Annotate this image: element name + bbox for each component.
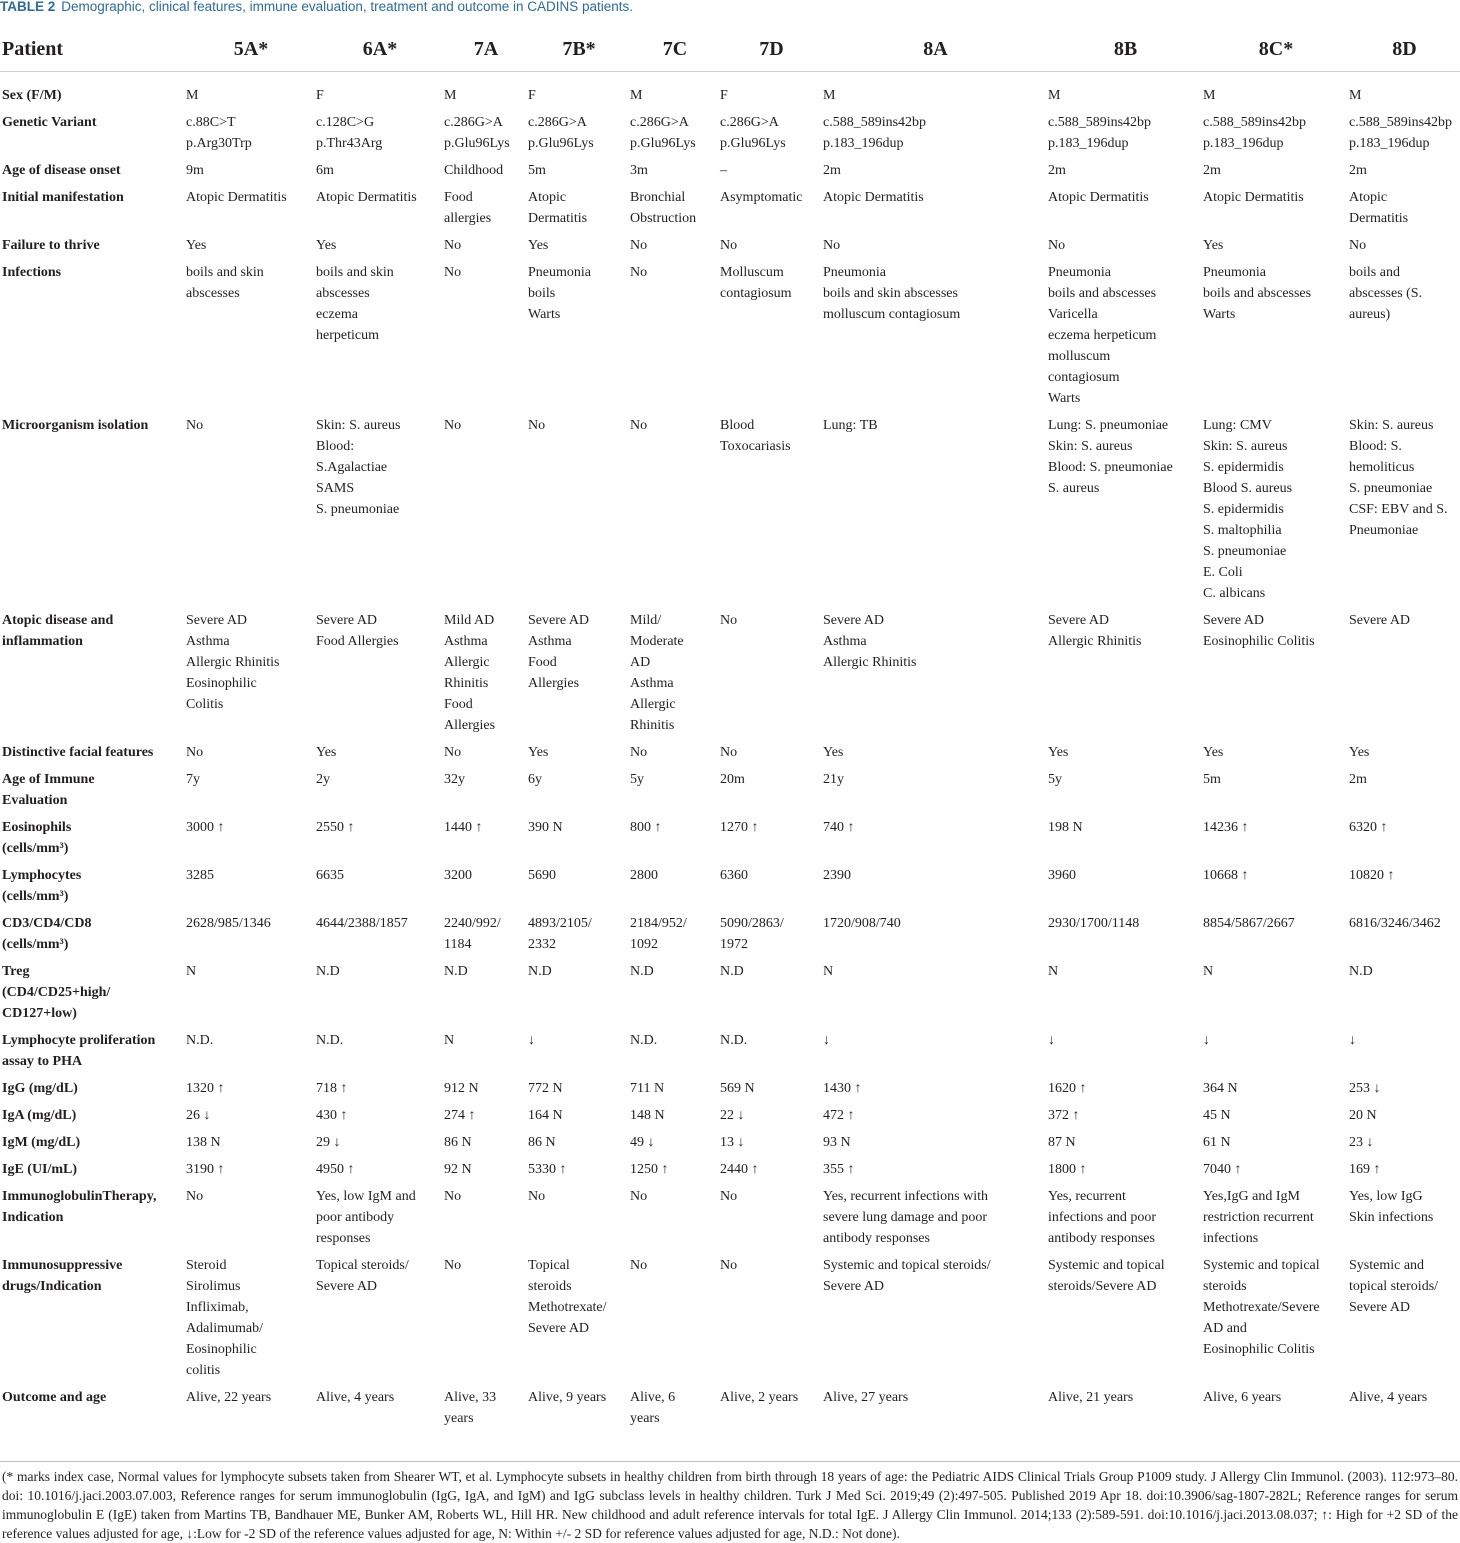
table-cell: No bbox=[186, 1189, 204, 1204]
table-cell: 3m bbox=[630, 163, 648, 178]
table-cell: 740 ↑ bbox=[823, 820, 855, 835]
table-cell: Severe AD Asthma Food Allergies bbox=[528, 613, 590, 691]
table-row bbox=[0, 186, 1460, 234]
row-label: Initial manifestation bbox=[2, 190, 124, 205]
table-cell: Alive, 6 years bbox=[1203, 1390, 1282, 1405]
table-cell: 472 ↑ bbox=[823, 1108, 855, 1123]
table-cell: 169 ↑ bbox=[1349, 1162, 1381, 1177]
table-cell: 390 N bbox=[528, 820, 563, 835]
table-cell: N bbox=[444, 1033, 455, 1048]
table-cell: N.D. bbox=[720, 1033, 748, 1048]
table-cell: F bbox=[720, 88, 728, 103]
row-label: Atopic disease and inflammation bbox=[2, 613, 114, 649]
table-cell: N bbox=[186, 964, 197, 979]
table-cell: 800 ↑ bbox=[630, 820, 662, 835]
table-cell: Bronchial Obstruction bbox=[630, 190, 697, 226]
table-cell: Alive, 27 years bbox=[823, 1390, 909, 1405]
table-cell: Alive, 9 years bbox=[528, 1390, 607, 1405]
table-cell: N.D bbox=[720, 964, 744, 979]
table-cell: Skin: S. aureus Blood: S. hemoliticus S. pneumoniae CSF: EBV and S. Pneumoniae bbox=[1349, 418, 1448, 538]
table-cell: Molluscum contagiosum bbox=[720, 265, 792, 301]
table-cell: 138 N bbox=[186, 1135, 221, 1150]
table-cell: F bbox=[316, 88, 324, 103]
table-cell: Lung: S. pneumoniae Skin: S. aureus Blood: S. pneumoniae S. aureus bbox=[1048, 418, 1173, 496]
table-cell: Alive, 33 years bbox=[444, 1390, 497, 1426]
table-cell: 2184/952/ 1092 bbox=[630, 916, 687, 952]
table-cell: boils and skin abscesses eczema herpeticum bbox=[316, 265, 394, 343]
table-cell: 364 N bbox=[1203, 1081, 1238, 1096]
table-cell: M bbox=[444, 88, 457, 103]
table-cell: Pneumonia boils and abscesses Warts bbox=[1203, 265, 1312, 322]
table-cell: Mild/ Moderate AD Asthma Allergic Rhinitis bbox=[630, 613, 684, 733]
table-cell: N.D. bbox=[316, 1033, 344, 1048]
table-cell: Pneumonia boils and abscesses Varicella eczema herpeticum molluscum contagiosum Warts bbox=[1048, 265, 1157, 406]
table-cell: No bbox=[1349, 238, 1367, 253]
table-cell: Yes bbox=[528, 238, 549, 253]
table-cell: Atopic Dermatitis bbox=[528, 190, 588, 226]
table-cell: 6635 bbox=[316, 868, 344, 883]
table-cell: 5m bbox=[528, 163, 546, 178]
table-cell: 718 ↑ bbox=[316, 1081, 348, 1096]
table-cell: 9m bbox=[186, 163, 204, 178]
table-cell: 13 ↓ bbox=[720, 1135, 745, 1150]
table-cell: 1620 ↑ bbox=[1048, 1081, 1087, 1096]
table-cell: 1250 ↑ bbox=[630, 1162, 669, 1177]
table-cell: ↓ bbox=[1203, 1033, 1210, 1048]
table-cell: 772 N bbox=[528, 1081, 563, 1096]
table-cell: F bbox=[528, 88, 536, 103]
table-cell: Pneumonia boils and skin abscesses molluscum contagiosum bbox=[823, 265, 961, 322]
table-cell: Alive, 6 years bbox=[630, 1390, 676, 1426]
table-cell: Pneumonia boils Warts bbox=[528, 265, 591, 322]
table-body bbox=[0, 72, 1460, 1435]
table-cell: 7040 ↑ bbox=[1203, 1162, 1242, 1177]
table-cell: 1800 ↑ bbox=[1048, 1162, 1087, 1177]
table-row bbox=[0, 609, 1460, 741]
table-cell: 2440 ↑ bbox=[720, 1162, 759, 1177]
table-row bbox=[0, 912, 1460, 960]
table-cell: 711 N bbox=[630, 1081, 665, 1096]
table-cell: 92 N bbox=[444, 1162, 472, 1177]
table-row bbox=[0, 864, 1460, 912]
table-row bbox=[0, 159, 1460, 186]
table-cell: Lung: CMV Skin: S. aureus S. epidermidis Blood S. aureus S. epidermidis S. maltophilia S. pneumoniae E. Coli C. albicans bbox=[1203, 418, 1293, 601]
table-cell: Yes,IgG and IgM restriction recurrent infections bbox=[1203, 1189, 1314, 1246]
table-cell: Yes bbox=[528, 745, 549, 760]
table-cell: ↓ bbox=[528, 1033, 535, 1048]
table-cell: 164 N bbox=[528, 1108, 563, 1123]
clinical-table bbox=[0, 27, 1460, 1434]
table-cell: Severe AD Asthma Allergic Rhinitis Eosinophilic Colitis bbox=[186, 613, 280, 712]
row-label: Distinctive facial features bbox=[2, 745, 154, 760]
table-cell: Yes bbox=[1203, 238, 1224, 253]
table-cell: Yes bbox=[1349, 745, 1370, 760]
table-cell: 148 N bbox=[630, 1108, 665, 1123]
table-cell: c.588_589ins42bp p.183_196dup bbox=[1203, 115, 1307, 151]
row-label: Genetic Variant bbox=[2, 115, 97, 130]
header-cell: 8B bbox=[1048, 27, 1203, 72]
table-cell: 2800 bbox=[630, 868, 658, 883]
table-cell: No bbox=[720, 1189, 738, 1204]
table-cell: 2m bbox=[1203, 163, 1221, 178]
table-cell: 430 ↑ bbox=[316, 1108, 348, 1123]
table-cell: No bbox=[630, 418, 648, 433]
table-cell: Atopic Dermatitis bbox=[1048, 190, 1149, 205]
table-cell: 86 N bbox=[444, 1135, 472, 1150]
row-label: Microorganism isolation bbox=[2, 418, 149, 433]
table-cell: Alive, 21 years bbox=[1048, 1390, 1134, 1405]
table-cell: No bbox=[528, 1189, 546, 1204]
table-cell: 86 N bbox=[528, 1135, 556, 1150]
table-cell: 355 ↑ bbox=[823, 1162, 855, 1177]
table-cell: 2m bbox=[823, 163, 841, 178]
table-cell: N bbox=[823, 964, 834, 979]
table-row bbox=[0, 1185, 1460, 1254]
header-cell: 8A bbox=[823, 27, 1048, 72]
table-cell: 20 N bbox=[1349, 1108, 1377, 1123]
table-cell: Severe AD Eosinophilic Colitis bbox=[1203, 613, 1315, 649]
table-cell: No bbox=[630, 745, 648, 760]
table-cell: No bbox=[444, 745, 462, 760]
table-cell: c.128C>G p.Thr43Arg bbox=[316, 115, 383, 151]
table-cell: 3960 bbox=[1048, 868, 1076, 883]
table-row bbox=[0, 768, 1460, 816]
table-cell: 2930/1700/1148 bbox=[1048, 916, 1140, 931]
table-cell: 4644/2388/1857 bbox=[316, 916, 408, 931]
table-cell: Yes bbox=[316, 745, 337, 760]
table-cell: Topical steroids Methotrexate/ Severe AD bbox=[528, 1258, 607, 1336]
table-label: TABLE 2 bbox=[0, 0, 56, 14]
table-cell: No bbox=[444, 238, 462, 253]
table-cell: 2m bbox=[1048, 163, 1066, 178]
table-cell: Systemic and topical steroids/ Severe AD bbox=[823, 1258, 991, 1294]
table-cell: 10820 ↑ bbox=[1349, 868, 1395, 883]
table-cell: 87 N bbox=[1048, 1135, 1076, 1150]
table-cell: Alive, 4 years bbox=[1349, 1390, 1428, 1405]
table-cell: Alive, 4 years bbox=[316, 1390, 395, 1405]
table-cell: 2390 bbox=[823, 868, 851, 883]
table-cell: Atopic Dermatitis bbox=[1203, 190, 1304, 205]
header-cell: 8C* bbox=[1203, 27, 1349, 72]
table-cell: No bbox=[186, 418, 204, 433]
table-cell: No bbox=[720, 238, 738, 253]
table-cell: 569 N bbox=[720, 1081, 755, 1096]
table-cell: 274 ↑ bbox=[444, 1108, 476, 1123]
table-row bbox=[0, 261, 1460, 414]
table-cell: ↓ bbox=[823, 1033, 830, 1048]
table-cell: c.588_589ins42bp p.183_196dup bbox=[1349, 115, 1453, 151]
footnote-divider bbox=[0, 1461, 1460, 1462]
table-cell: 1320 ↑ bbox=[186, 1081, 225, 1096]
table-cell: 372 ↑ bbox=[1048, 1108, 1080, 1123]
table-cell: boils and abscesses (S. aureus) bbox=[1349, 265, 1423, 322]
row-label: Age of Immune Evaluation bbox=[2, 772, 95, 808]
table-cell: N.D bbox=[1349, 964, 1373, 979]
header-row bbox=[0, 27, 1460, 72]
table-cell: 1430 ↑ bbox=[823, 1081, 862, 1096]
row-label: IgA (mg/dL) bbox=[2, 1108, 77, 1123]
table-cell: 5y bbox=[630, 772, 644, 787]
table-row bbox=[0, 1254, 1460, 1386]
table-row bbox=[0, 1104, 1460, 1131]
table-caption bbox=[0, 0, 1460, 14]
table-cell: 912 N bbox=[444, 1081, 479, 1096]
row-label: Failure to thrive bbox=[2, 238, 100, 253]
table-cell: c.286G>A p.Glu96Lys bbox=[630, 115, 696, 151]
table-cell: No bbox=[444, 418, 462, 433]
header-cell: 7A bbox=[444, 27, 528, 72]
table-cell: 22 ↓ bbox=[720, 1108, 745, 1123]
row-label: Lymphocytes (cells/mm³) bbox=[2, 868, 82, 904]
table-cell: 2240/992/ 1184 bbox=[444, 916, 501, 952]
table-cell: 198 N bbox=[1048, 820, 1083, 835]
table-cell: 6y bbox=[528, 772, 542, 787]
table-cell: Topical steroids/ Severe AD bbox=[316, 1258, 409, 1294]
table-cell: Yes bbox=[1048, 745, 1069, 760]
table-cell: 6320 ↑ bbox=[1349, 820, 1388, 835]
table-row bbox=[0, 234, 1460, 261]
table-cell: 3200 bbox=[444, 868, 472, 883]
table-row bbox=[0, 1029, 1460, 1077]
table-cell: 5330 ↑ bbox=[528, 1162, 567, 1177]
table-cell: 3190 ↑ bbox=[186, 1162, 225, 1177]
table-cell: No bbox=[1048, 238, 1066, 253]
table-cell: M bbox=[1203, 88, 1216, 103]
row-label: ImmunoglobulinTherapy, Indication bbox=[2, 1189, 157, 1225]
table-cell: Atopic Dermatitis bbox=[1349, 190, 1409, 226]
table-cell: Atopic Dermatitis bbox=[316, 190, 417, 205]
row-label: Eosinophils (cells/mm³) bbox=[2, 820, 72, 856]
table-cell: 10668 ↑ bbox=[1203, 868, 1249, 883]
table-row bbox=[0, 741, 1460, 768]
table-cell: 4893/2105/ 2332 bbox=[528, 916, 592, 952]
table-cell: No bbox=[720, 1258, 738, 1273]
row-label: Lymphocyte proliferation assay to PHA bbox=[2, 1033, 156, 1069]
row-label: Age of disease onset bbox=[2, 163, 121, 178]
table-cell: M bbox=[1048, 88, 1061, 103]
table-cell: 20m bbox=[720, 772, 745, 787]
table-cell: c.286G>A p.Glu96Lys bbox=[720, 115, 786, 151]
row-label: IgE (UI/mL) bbox=[2, 1162, 78, 1177]
table-cell: 45 N bbox=[1203, 1108, 1231, 1123]
table-cell: N bbox=[1048, 964, 1059, 979]
table-row bbox=[0, 72, 1460, 112]
table-cell: No bbox=[444, 265, 462, 280]
table-cell: Yes, recurrent infections and poor antibody responses bbox=[1048, 1189, 1157, 1246]
table-cell: 2y bbox=[316, 772, 330, 787]
table-cell: No bbox=[630, 265, 648, 280]
table-cell: Food allergies bbox=[444, 190, 492, 226]
table-cell: c.88C>T p.Arg30Trp bbox=[186, 115, 252, 151]
table-cell: Yes bbox=[316, 238, 337, 253]
table-cell: Alive, 22 years bbox=[186, 1390, 272, 1405]
table-cell: 253 ↓ bbox=[1349, 1081, 1381, 1096]
table-cell: No bbox=[444, 1258, 462, 1273]
table-cell: Severe AD bbox=[1349, 613, 1411, 628]
table-cell: Systemic and topical steroids/Severe AD bbox=[1048, 1258, 1165, 1294]
header-cell: 6A* bbox=[316, 27, 444, 72]
table-row bbox=[0, 1386, 1460, 1434]
table-cell: M bbox=[630, 88, 643, 103]
table-cell: Yes bbox=[823, 745, 844, 760]
table-cell: Steroid Sirolimus Infliximab, Adalimumab/ Eosinophilic colitis bbox=[186, 1258, 263, 1378]
row-label: Sex (F/M) bbox=[2, 88, 62, 103]
table-cell: Yes, low IgG Skin infections bbox=[1349, 1189, 1434, 1225]
table-cell: N.D bbox=[528, 964, 552, 979]
row-label: Infections bbox=[2, 265, 62, 280]
table-cell: 2m bbox=[1349, 772, 1367, 787]
table-cell: No bbox=[528, 418, 546, 433]
table-cell: Severe AD Food Allergies bbox=[316, 613, 399, 649]
table-cell: M bbox=[1349, 88, 1362, 103]
header-cell: 7D bbox=[720, 27, 823, 72]
table-cell: c.588_589ins42bp p.183_196dup bbox=[1048, 115, 1152, 151]
table-cell: No bbox=[630, 1258, 648, 1273]
table-cell: 49 ↓ bbox=[630, 1135, 655, 1150]
table-cell: Systemic and topical steroids Methotrexate/Severe AD and Eosinophilic Colitis bbox=[1203, 1258, 1320, 1357]
table-cell: 5m bbox=[1203, 772, 1221, 787]
table-row bbox=[0, 1158, 1460, 1185]
table-cell: boils and skin abscesses bbox=[186, 265, 264, 301]
header-cell: 8D bbox=[1349, 27, 1460, 72]
table-cell: 26 ↓ bbox=[186, 1108, 211, 1123]
table-cell: Severe AD Asthma Allergic Rhinitis bbox=[823, 613, 917, 670]
header-cell: 5A* bbox=[186, 27, 316, 72]
table-cell: Skin: S. aureus Blood: S.Agalactiae SAMS S. pneumoniae bbox=[316, 418, 401, 517]
table-cell: 6816/3246/3462 bbox=[1349, 916, 1441, 931]
row-label: Treg (CD4/CD25+high/ CD127+low) bbox=[2, 964, 111, 1021]
table-cell: No bbox=[823, 238, 841, 253]
table-cell: N.D. bbox=[186, 1033, 214, 1048]
table-cell: 3285 bbox=[186, 868, 214, 883]
row-label: CD3/CD4/CD8 (cells/mm³) bbox=[2, 916, 92, 952]
table-footnote: (* marks index case, Normal values for lymphocyte subsets taken from Shearer WT, et al. Lymphocyte subsets in healthy children from birth through 18 years of age: the Pediatric AIDS Clinical Trials Group P1009 study. J Allergy Clin Immunol. (2003). 112:973–80. doi: 10.1016/j.jaci.2003.07.003, Reference ranges for serum immunoglobulin (IgG, IgA, and IgM) and IgG subclass levels in healthy children. Turk J Med Sci. 2019;49 (2):497-505. Published 2019 Apr 18. doi:10.3906/sag-1807-282L; Reference ranges for serum immunoglobulin E (IgE) taken from Martins TB, Bandhauer ME, Bunker AM, Roberts WL, Hill HR. New childhood and adult reference intervals for total IgE. J Allergy Clin Immunol. 2014;133 (2):589-591. doi:10.1016/j.jaci.2013.08.037; ↑: High for +2 SD of the reference values adjusted for age, ↓:Low for -2 SD of the reference values adjusted for age, N: Within +/- 2 SD for reference values adjusted for age, N.D.: Not done). bbox=[2, 1469, 1458, 1541]
table-cell: 29 ↓ bbox=[316, 1135, 341, 1150]
table-cell: M bbox=[186, 88, 199, 103]
table-cell: 2m bbox=[1349, 163, 1367, 178]
table-cell: 1270 ↑ bbox=[720, 820, 759, 835]
table-cell: – bbox=[720, 163, 727, 178]
table-cell: Atopic Dermatitis bbox=[823, 190, 924, 205]
table-cell: Yes, low IgM and poor antibody responses bbox=[316, 1189, 416, 1246]
table-cell: N.D bbox=[444, 964, 468, 979]
table-cell: 21y bbox=[823, 772, 844, 787]
table-cell: Yes bbox=[186, 238, 207, 253]
table-cell: 5090/2863/ 1972 bbox=[720, 916, 784, 952]
table-row bbox=[0, 414, 1460, 609]
table-cell: Mild AD Asthma Allergic Rhinitis Food Allergies bbox=[444, 613, 496, 733]
table-cell: Lung: TB bbox=[823, 418, 878, 433]
table-row bbox=[0, 1077, 1460, 1104]
table-cell: Yes bbox=[1203, 745, 1224, 760]
table-cell: ↓ bbox=[1349, 1033, 1356, 1048]
table-cell: 5y bbox=[1048, 772, 1062, 787]
table-cell: 2550 ↑ bbox=[316, 820, 355, 835]
table-row bbox=[0, 816, 1460, 864]
table-cell: M bbox=[823, 88, 836, 103]
table-cell: N.D bbox=[316, 964, 340, 979]
table-cell: Childhood bbox=[444, 163, 504, 178]
table-cell: No bbox=[630, 1189, 648, 1204]
table-cell: No bbox=[630, 238, 648, 253]
row-label: IgM (mg/dL) bbox=[2, 1135, 81, 1150]
table-cell: Blood Toxocariasis bbox=[720, 418, 791, 454]
table-cell: 23 ↓ bbox=[1349, 1135, 1374, 1150]
table-cell: 4950 ↑ bbox=[316, 1162, 355, 1177]
table-cell: 1440 ↑ bbox=[444, 820, 483, 835]
table-cell: Yes, recurrent infections with severe lung damage and poor antibody responses bbox=[823, 1189, 988, 1246]
table-cell: c.286G>A p.Glu96Lys bbox=[444, 115, 510, 151]
table-cell: No bbox=[444, 1189, 462, 1204]
table-cell: No bbox=[720, 745, 738, 760]
table-cell: No bbox=[186, 745, 204, 760]
table-cell: Systemic and topical steroids/ Severe AD bbox=[1349, 1258, 1439, 1315]
table-cell: 7y bbox=[186, 772, 200, 787]
table-row bbox=[0, 1131, 1460, 1158]
header-cell: 7C bbox=[630, 27, 720, 72]
table-cell: N.D bbox=[630, 964, 654, 979]
table-cell: 1720/908/740 bbox=[823, 916, 901, 931]
row-label: Outcome and age bbox=[2, 1390, 107, 1405]
table-cell: 5690 bbox=[528, 868, 556, 883]
table-cell: 3000 ↑ bbox=[186, 820, 225, 835]
table-cell: c.286G>A p.Glu96Lys bbox=[528, 115, 594, 151]
table-cell: ↓ bbox=[1048, 1033, 1055, 1048]
table-cell: Asymptomatic bbox=[720, 190, 803, 205]
row-label: Immunosuppressive drugs/Indication bbox=[2, 1258, 123, 1294]
table-row bbox=[0, 111, 1460, 159]
table-cell: Severe AD Allergic Rhinitis bbox=[1048, 613, 1142, 649]
table-title: Demographic, clinical features, immune evaluation, treatment and outcome in CADINS patients. bbox=[61, 0, 634, 14]
table-cell: 61 N bbox=[1203, 1135, 1231, 1150]
table-cell: 8854/5867/2667 bbox=[1203, 916, 1295, 931]
table-cell: No bbox=[720, 613, 738, 628]
table-cell: 2628/985/1346 bbox=[186, 916, 271, 931]
table-row bbox=[0, 960, 1460, 1029]
table-cell: Alive, 2 years bbox=[720, 1390, 799, 1405]
header-cell: 7B* bbox=[528, 27, 630, 72]
table-cell: 93 N bbox=[823, 1135, 851, 1150]
table-cell: 14236 ↑ bbox=[1203, 820, 1249, 835]
table-cell: N bbox=[1203, 964, 1214, 979]
table-cell: 6m bbox=[316, 163, 334, 178]
table-cell: 6360 bbox=[720, 868, 748, 883]
row-label: IgG (mg/dL) bbox=[2, 1081, 78, 1096]
table-cell: 32y bbox=[444, 772, 465, 787]
table-cell: Atopic Dermatitis bbox=[186, 190, 287, 205]
table-cell: c.588_589ins42bp p.183_196dup bbox=[823, 115, 927, 151]
table-cell: N.D. bbox=[630, 1033, 658, 1048]
header-cell: Patient bbox=[0, 27, 186, 72]
